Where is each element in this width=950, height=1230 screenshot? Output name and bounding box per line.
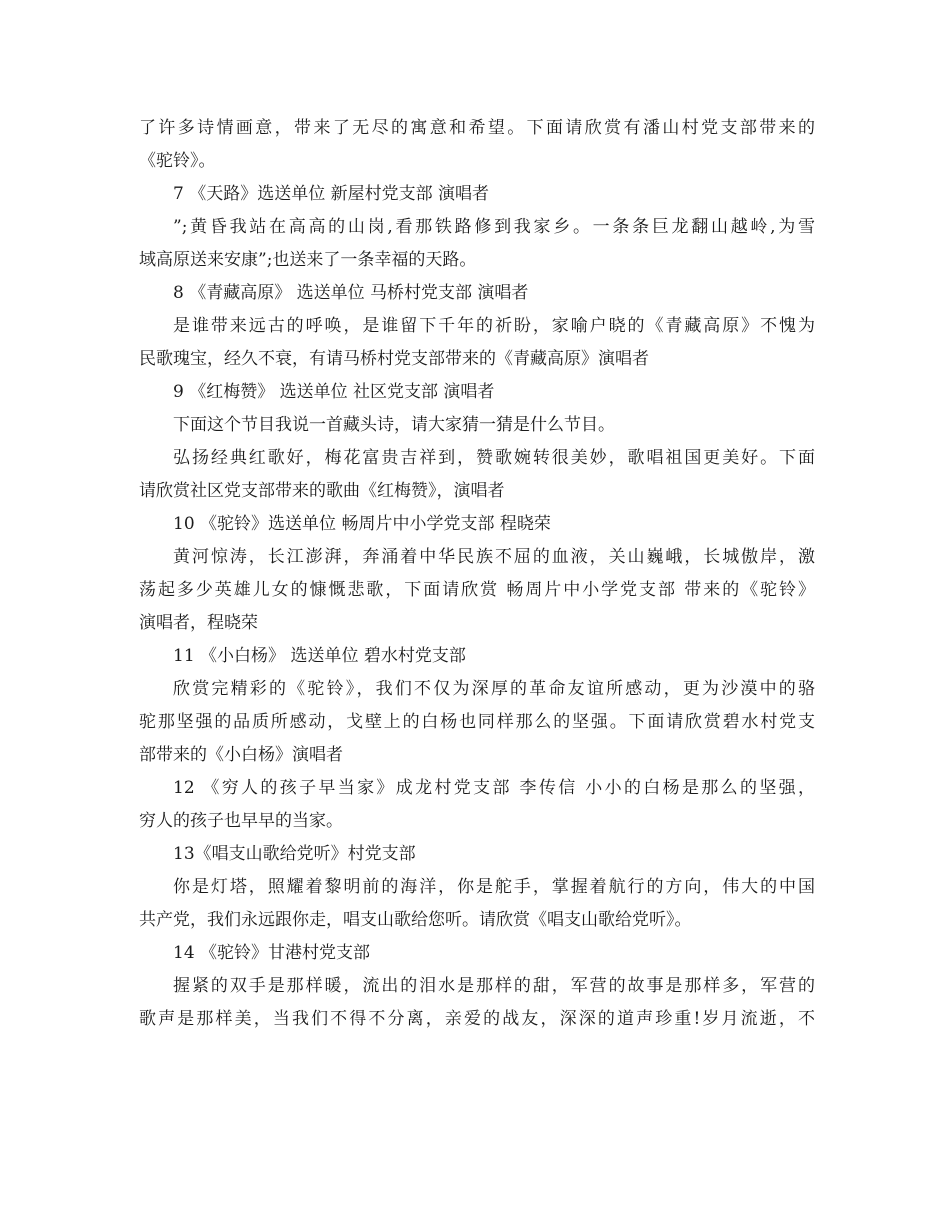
text-line: 黄河惊涛，长江澎湃，奔涌着中华民族不屈的血液，关山巍峨，长城傲岸，激 (173, 547, 815, 567)
text-line: 《驼铃》。 (139, 151, 216, 171)
text-line: 12 《穷人的孩子早当家》成龙村党支部 李传信 小小的白杨是那么的坚强， (173, 778, 815, 798)
text-line: 了许多诗情画意，带来了无尽的寓意和希望。下面请欣赏有潘山村党支部带来的 (139, 118, 815, 138)
text-line: 是谁带来远古的呼唤，是谁留下千年的祈盼，家喻户晓的《青藏高原》不愧为 (173, 316, 815, 336)
text-line: 请欣赏社区党支部带来的歌曲《红梅赞》，演唱者 (139, 481, 505, 501)
text-line: 驼那坚强的品质所感动，戈壁上的白杨也同样那么的坚强。下面请欣赏碧水村党支 (139, 712, 815, 732)
text-line: 握紧的双手是那样暖，流出的泪水是那样的甜，军营的故事是那样多，军营的 (173, 976, 815, 996)
text-line: 歌声是那样美，当我们不得不分离，亲爱的战友，深深的道声珍重!岁月流逝，不 (139, 1009, 815, 1029)
text-line: 9 《红梅赞》 选送单位 社区党支部 演唱者 (173, 382, 495, 402)
text-line: 11 《小白杨》 选送单位 碧水村党支部 (173, 646, 466, 666)
text-line: 共产党，我们永远跟你走，唱支山歌给您听。请欣赏《唱支山歌给党听》。 (139, 910, 692, 930)
text-line: 下面这个节目我说一首藏头诗，请大家猜一猜是什么节目。 (173, 415, 615, 435)
text-line: 8 《青藏高原》 选送单位 马桥村党支部 演唱者 (173, 283, 529, 303)
document-body (139, 112, 815, 1036)
text-line: 荡起多少英雄儿女的慷慨悲歌，下面请欣赏 畅周片中小学党支部 带来的《驼铃》 (139, 580, 815, 600)
text-line: 穷人的孩子也早早的当家。 (139, 811, 343, 831)
text-line: 7 《天路》选送单位 新屋村党支部 演唱者 (173, 184, 490, 204)
text-line: 域高原送来安康”;也送来了一条幸福的天路。 (139, 250, 477, 270)
text-line: 民歌瑰宝，经久不衰，有请马桥村党支部带来的《青藏高原》演唱者 (139, 349, 649, 369)
text-line: 你是灯塔，照耀着黎明前的海洋，你是舵手，掌握着航行的方向，伟大的中国 (173, 877, 815, 897)
text-line: 欣赏完精彩的《驼铃》，我们不仅为深厚的革命友谊所感动，更为沙漠中的骆 (173, 679, 815, 699)
text-line: ”;黄昏我站在高高的山岗,看那铁路修到我家乡。一条条巨龙翻山越岭,为雪 (173, 217, 815, 237)
text-line: 13《唱支山歌给党听》村党支部 (173, 844, 416, 864)
text-line: 部带来的《小白杨》演唱者 (139, 745, 343, 765)
text-line: 10 《驼铃》选送单位 畅周片中小学党支部 程晓荣 (173, 514, 551, 534)
text-line: 14 《驼铃》甘港村党支部 (173, 943, 371, 963)
text-line: 弘扬经典红歌好，梅花富贵吉祥到，赞歌婉转很美妙，歌唱祖国更美好。下面 (173, 448, 815, 468)
text-line: 演唱者，程晓荣 (139, 613, 258, 633)
